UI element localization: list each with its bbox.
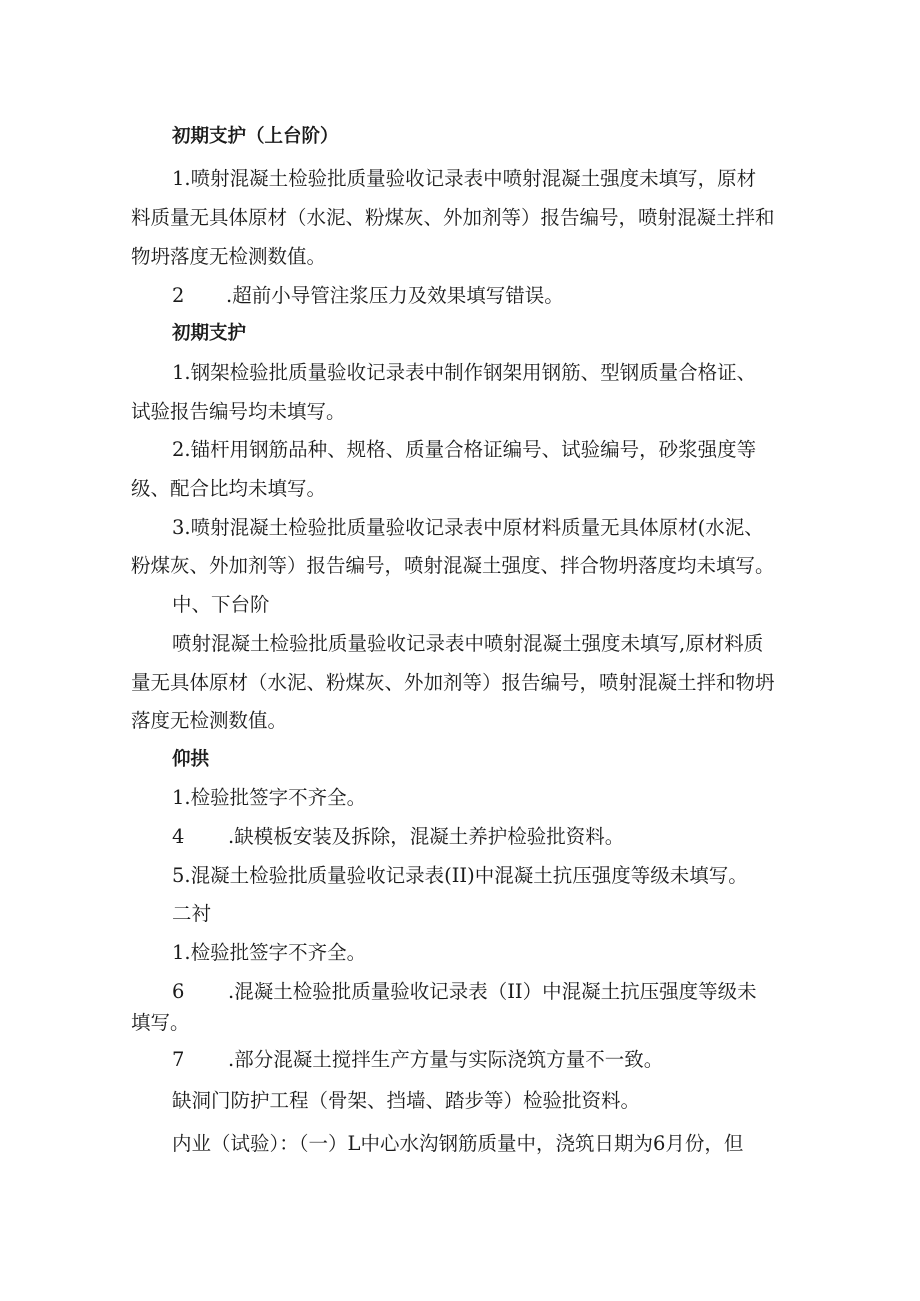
paragraph-line: 喷射混凝土检验批质量验收记录表中喷射混凝土强度未填写,原材料质 <box>172 632 764 655</box>
list-item <box>172 1047 663 1073</box>
paragraph-line: 物坍落度无检测数值。 <box>131 245 327 268</box>
list-item <box>172 283 564 309</box>
list-item <box>172 824 624 850</box>
paragraph-line: 级、配合比均未填写。 <box>131 477 327 500</box>
item-text: .钢架检验批质量验收记录表中制作钢架用钢筋、型钢质量合格证、 <box>184 361 757 384</box>
paragraph-line: 内业（试验）：（一）L中心水沟钢筋质量中，浇筑日期为6月份，但 <box>172 1132 744 1155</box>
item-number: 3 <box>172 516 185 539</box>
item-number: 7 <box>172 1048 185 1071</box>
paragraph-line: 缺洞门防护工程（骨架、挡墙、踏步等）检验批资料。 <box>172 1089 641 1112</box>
section-heading-middle-lower-bench: 中、下台阶 <box>172 593 270 616</box>
list-item <box>172 166 756 192</box>
item-text: .喷射混凝土检验批质量验收记录表中原材料质量无具体原材(水泥、 <box>184 516 764 539</box>
list-item <box>172 515 764 541</box>
item-text: .喷射混凝土检验批质量验收记录表中喷射混凝土强度未填写，原材 <box>184 167 757 190</box>
item-number: 5 <box>172 864 185 887</box>
list-item <box>172 360 756 386</box>
item-text: .混凝土检验批质量验收记录表(II)中混凝土抗压强度等级未填写。 <box>184 864 748 887</box>
item-text: .混凝土检验批质量验收记录表（II）中混凝土抗压强度等级未 <box>228 980 757 1003</box>
paragraph-line: 填写。 <box>131 1011 190 1034</box>
paragraph-line: 料质量无具体原材（水泥、粉煤灰、外加剂等）报告编号，喷射混凝土拌和 <box>131 206 775 229</box>
section-heading-secondary-lining: 二衬 <box>172 902 212 925</box>
list-item <box>172 437 756 463</box>
item-text: .部分混凝土搅拌生产方量与实际浇筑方量不一致。 <box>228 1048 664 1071</box>
list-item <box>172 863 748 889</box>
item-text: .缺模板安装及拆除，混凝土养护检验批资料。 <box>228 825 625 848</box>
list-item: 1.检验批签字不齐全。 <box>172 786 367 809</box>
section-heading-initial-support: 初期支护 <box>172 323 247 344</box>
section-heading-invert-arch: 仰拱 <box>172 749 210 770</box>
list-item <box>172 979 757 1005</box>
item-number: 2 <box>172 284 185 307</box>
paragraph-line: 量无具体原材（水泥、粉煤灰、外加剂等）报告编号，喷射混凝土拌和物坍 <box>131 671 775 694</box>
item-text: .锚杆用钢筋品种、规格、质量合格证编号、试验编号，砂浆强度等 <box>184 438 757 461</box>
paragraph-line: 试验报告编号均未填写。 <box>131 400 346 423</box>
item-text: .超前小导管注浆压力及效果填写错误。 <box>226 284 564 307</box>
item-number: 1 <box>172 361 185 384</box>
item-number: 4 <box>172 825 185 848</box>
paragraph-line: 粉煤灰、外加剂等）报告编号，喷射混凝土强度、拌合物坍落度均未填写。 <box>131 554 775 577</box>
item-number: 2 <box>172 438 185 461</box>
list-item: 1.检验批签字不齐全。 <box>172 941 367 964</box>
item-number: 1 <box>172 167 185 190</box>
paragraph-line: 落度无检测数值。 <box>131 709 288 732</box>
section-heading-initial-support-upper-bench: 初期支护（上台阶） <box>172 126 339 147</box>
item-number: 6 <box>172 980 185 1003</box>
